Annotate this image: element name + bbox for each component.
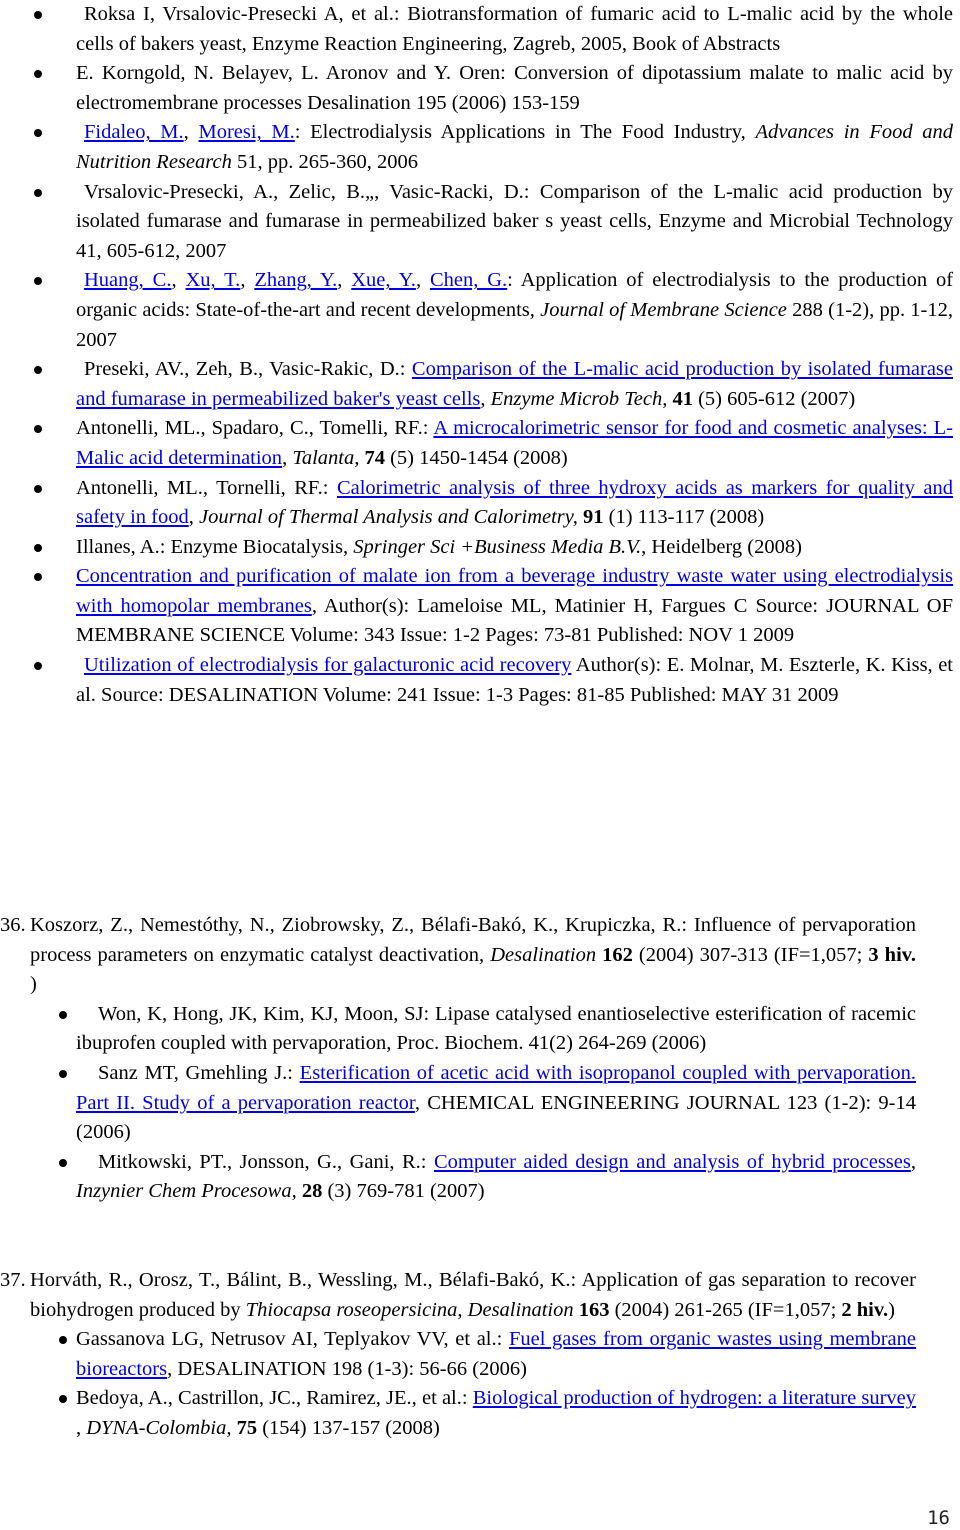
volume: 28	[301, 1180, 323, 1203]
journal-title: Talanta,	[292, 446, 360, 469]
volume: 41	[672, 387, 693, 410]
list-item: Gassanova LG, Netrusov AI, Teplyakov VV, et al.: Fuel gases from organic wastes using membrane bioreactors, DESALINATION 198 (1-3): 56-66 (2006)	[76, 1325, 916, 1384]
list-item: Illanes, A.: Enzyme Biocatalysis, Springer Sci +Business Media B.V., Heidelberg (2008)	[76, 533, 953, 563]
volume: 163	[578, 1298, 610, 1321]
author-link[interactable]: Zhang, Y.	[254, 269, 338, 292]
reference-text: Roksa I, Vrsalovic-Presecki A, et al.: Biotransformation of fumaric acid to L-malic acid by the whole cells of bakers yeast, Enzyme Reaction Engineering, Zagreb, 2005, Book of Abstracts	[76, 3, 953, 55]
publication-text: 37. Horváth, R., Orosz, T., Bálint, B., Wessling, M., Bélafi-Bakó, K.: Application of gas separation to recover biohydrogen produced by Thiocapsa roseopersicina, Desalination 163 (2004) 261-265 (IF=1,057; 2 hiv.)	[30, 1266, 916, 1325]
article-link[interactable]: Utilization of electrodialysis for galacturonic acid recovery	[84, 654, 572, 677]
list-item: Sanz MT, Gmehling J.: Esterification of acetic acid with isopropanol coupled with pervaporation. Part II. Study of a pervaporation reactor, CHEMICAL ENGINEERING JOURNAL 123 (1-2): 9-14 (2006)	[76, 1059, 916, 1148]
list-item: Huang, C., Xu, T., Zhang, Y., Xue, Y., Chen, G.: Application of electrodialysis to the production of organic acids: State-of-the-art and recent developments, Journal of Membrane Science 288 (1-2), pp. 1-12, 2007	[76, 266, 953, 355]
list-item: Utilization of electrodialysis for galacturonic acid recovery Author(s): E. Molnar, M. Eszterle, K. Kiss, et al. Source: DESALINATION Volume: 241 Issue: 1-3 Pages: 81-85 Published: MAY 31 2009	[76, 651, 953, 710]
article-link[interactable]: Esterification of acetic acid with isopropanol coupled with pervaporation. Part II. Study of a pervaporation reactor	[76, 1061, 916, 1114]
journal-title: Enzyme Microb Tech,	[490, 387, 668, 410]
list-item: Concentration and purification of malate ion from a beverage industry waste water using electrodialysis with homopolar membranes, Author(s): Lameloise ML, Matinier H, Fargues C Source: JOURNAL OF MEMBRANE SCIENCE Volume: 343 Issue: 1-2 Pages: 73-81 Published: NOV 1 2009	[76, 562, 953, 651]
publication-entry	[0, 1266, 923, 1444]
list-item: Fidaleo, M., Moresi, M.: Electrodialysis Applications in The Food Industry, Advances in Food and Nutrition Research 51, pp. 265-360, 2006	[76, 118, 953, 177]
volume: 75	[236, 1416, 258, 1439]
list-item: Preseki, AV., Zeh, B., Vasic-Rakic, D.: Comparison of the L-malic acid production by isolated fumarase and fumarase in permeabilized baker's yeast cells, Enzyme Microb Tech, 41 (5) 605-612 (2007)	[76, 355, 953, 414]
volume: 162	[602, 943, 633, 966]
organism-name: Thiocapsa roseopersicina	[245, 1298, 458, 1321]
author-link[interactable]: Huang, C.	[84, 269, 172, 292]
list-item	[76, 0, 953, 59]
article-link[interactable]: Comparison of the L-malic acid production by isolated fumarase and fumarase in permeabilized baker's yeast cells	[76, 358, 953, 410]
list-item: Mitkowski, PT., Jonsson, G., Gani, R.: Computer aided design and analysis of hybrid processes, Inzynier Chem Procesowa, 28 (3) 769-781 (2007)	[76, 1148, 916, 1207]
journal-title: Journal of Membrane Science	[540, 298, 787, 321]
journal-title: Advances in Food and Nutrition Research	[76, 121, 954, 173]
author-link[interactable]: Xu, T.	[185, 269, 241, 292]
list-item: Bedoya, A., Castrillon, JC., Ramirez, JE., et al.: Biological production of hydrogen: a literature survey , DYNA-Colombia, 75 (154) 137-157 (2008)	[76, 1384, 916, 1443]
author-link[interactable]: Fidaleo, M.	[84, 121, 184, 144]
list-item: Antonelli, ML., Spadaro, C., Tomelli, RF.: A microcalorimetric sensor for food and cosmetic analyses: L-Malic acid determination, Talanta, 74 (5) 1450-1454 (2008)	[76, 414, 953, 473]
article-link[interactable]: Computer aided design and analysis of hybrid processes	[433, 1150, 911, 1173]
citation-list	[0, 1325, 923, 1443]
citation-count: 3 hiv.	[868, 943, 917, 966]
volume: 74	[364, 446, 385, 469]
journal-title: Desalination	[467, 1298, 574, 1321]
citation-count: 2 hiv.	[841, 1298, 889, 1321]
journal-title: Journal of Thermal Analysis and Calorimetry,	[198, 506, 578, 529]
reference-text: Vrsalovic-Presecki, A., Zelic, B.„, Vasic-Racki, D.: Comparison of the L-malic acid production by isolated fumarase and fumarase in permeabilized baker s yeast cells, Enzyme and Microbial Technology 41, 605-612, 2007	[76, 180, 953, 262]
list-item	[76, 59, 953, 118]
citation-list	[0, 0, 960, 710]
article-link[interactable]: Concentration and purification of malate ion from a beverage industry waste water using electrodialysis with homopolar membranes	[76, 565, 953, 617]
entry-number: 36.	[0, 914, 26, 936]
entry-number: 37.	[0, 1269, 26, 1291]
list-item	[76, 178, 953, 267]
author-link[interactable]: Chen, G.	[429, 269, 508, 292]
publication-text: 36. Koszorz, Z., Nemestóthy, N., Ziobrowsky, Z., Bélafi-Bakó, K., Krupiczka, R.: Influence of pervaporation process parameters on enzymatic catalyst deactivation, Desalination 162 (2004) 307-313 (IF=1,057; 3 hiv. )	[30, 911, 916, 1000]
article-link[interactable]: Fuel gases from organic wastes using membrane bioreactors	[76, 1328, 917, 1380]
author-link[interactable]: Moresi, M.	[198, 121, 295, 144]
volume: 91	[583, 506, 604, 529]
journal-title: DYNA-Colombia,	[86, 1416, 232, 1439]
publication-entry	[0, 911, 923, 1207]
article-link[interactable]: Calorimetric analysis of three hydroxy acids as markers for quality and safety in food	[76, 476, 954, 529]
article-link[interactable]: Biological production of hydrogen: a literature survey	[472, 1387, 917, 1410]
journal-title: Desalination	[490, 943, 597, 966]
reference-text: E. Korngold, N. Belayev, L. Aronov and Y. Oren: Conversion of dipotassium malate to malic acid by electromembrane processes Desalination 195 (2006) 153-159	[76, 62, 953, 114]
author-link[interactable]: Xue, Y.	[351, 269, 416, 292]
page-number: 16	[927, 1507, 950, 1529]
journal-title: Springer Sci +Business Media B.V.	[353, 535, 642, 558]
list-item: Won, K, Hong, JK, Kim, KJ, Moon, SJ: Lipase catalysed enantioselective esterification of racemic ibuprofen coupled with pervaporation, Proc. Biochem. 41(2) 264-269 (2006)	[76, 1000, 916, 1059]
article-link[interactable]: A microcalorimetric sensor for food and cosmetic analyses: L-Malic acid determination	[76, 417, 953, 469]
journal-title: Inzynier Chem Procesowa,	[76, 1180, 297, 1203]
list-item: Antonelli, ML., Tornelli, RF.: Calorimetric analysis of three hydroxy acids as markers for quality and safety in food, Journal of Thermal Analysis and Calorimetry, 91 (1) 113-117 (2008)	[76, 474, 953, 533]
citation-list	[0, 1000, 923, 1207]
